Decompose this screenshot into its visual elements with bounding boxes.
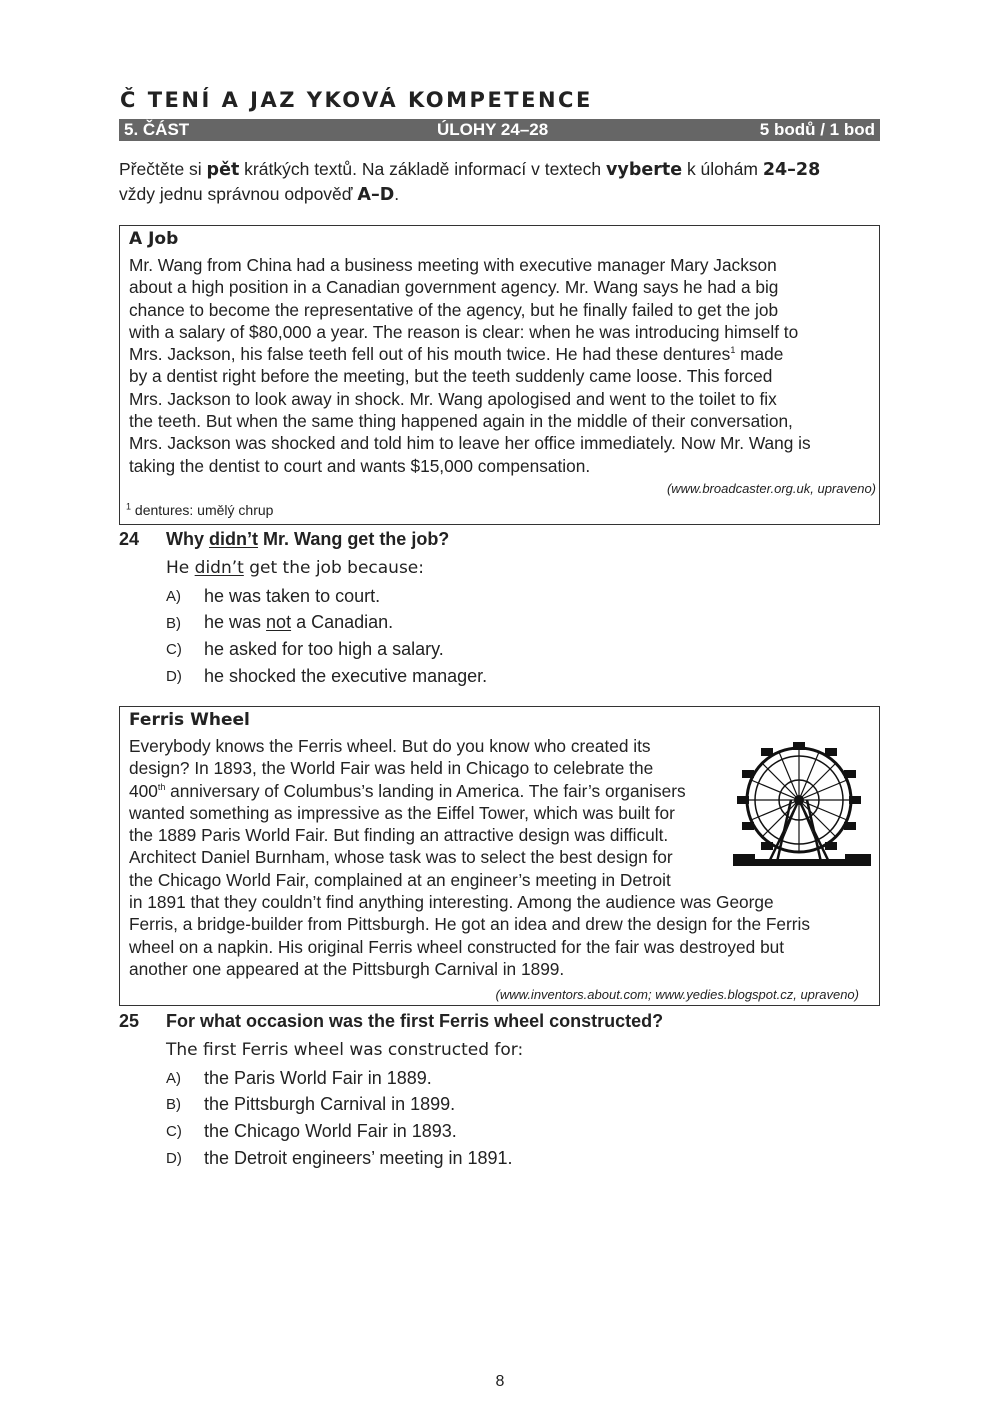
footnote-text: dentures: umělý chrup xyxy=(131,502,274,518)
instructions-bold: 24–28 xyxy=(762,160,821,180)
text-line: by a dentist right before the meeting, but the teeth suddenly came loose. This forced xyxy=(129,366,773,387)
text-line: Mr. Wang from China had a business meeting with executive manager Mary Jackson xyxy=(129,255,777,275)
question-fragment: Why xyxy=(166,529,209,549)
q25-option-a-letter[interactable]: A) xyxy=(166,1070,181,1087)
section-tasks-label: ÚLOHY 24–28 xyxy=(437,120,549,139)
question-24-text xyxy=(166,529,449,550)
q24-option-a-text[interactable]: he was taken to court. xyxy=(204,586,381,606)
text-line: wheel on a napkin. His original Ferris wheel constructed for the fair was destroyed but xyxy=(129,936,785,957)
section-part-label: 5. ČÁST xyxy=(124,120,190,139)
q24-option-b-letter[interactable]: B) xyxy=(166,615,181,632)
instructions-text: . xyxy=(394,184,400,204)
q25-option-a-text[interactable]: the Paris World Fair in 1889. xyxy=(204,1068,432,1088)
question-25-stem: The first Ferris wheel was constructed for: xyxy=(166,1040,524,1060)
text-line: another one appeared at the Pittsburgh Carnival in 1899. xyxy=(129,958,565,979)
text-line: with a salary of $80,000 a year. The reason is clear: when he was introducing himself to xyxy=(129,321,799,342)
stem-fragment: get the job because: xyxy=(243,558,424,578)
instructions-bold: vyberte xyxy=(606,160,683,180)
text-line: wanted something as impressive as the Eiffel Tower, which was built for xyxy=(129,802,675,823)
ferris-wheel-illustration-icon xyxy=(733,738,871,868)
instructions-bold: pět xyxy=(206,160,240,180)
text-fragment: Mrs. Jackson, his false teeth fell out of his mouth twice. He had these dentures xyxy=(129,344,731,365)
question-25-text: For what occasion was the first Ferris wheel constructed? xyxy=(166,1011,664,1031)
q24-option-c-text[interactable]: he asked for too high a salary. xyxy=(204,639,444,659)
q25-option-d-letter[interactable]: D) xyxy=(166,1150,182,1167)
text-line: the 1889 Paris World Fair. But finding an attractive design was difficult. xyxy=(129,825,669,846)
q24-option-d-letter[interactable]: D) xyxy=(166,668,182,685)
q24-option-a-letter[interactable]: A) xyxy=(166,588,181,605)
stem-underlined: didn’t xyxy=(194,558,244,578)
question-fragment: Mr. Wang get the job? xyxy=(257,529,450,549)
question-24-stem xyxy=(166,558,424,578)
q24-option-d-text[interactable]: he shocked the executive manager. xyxy=(204,666,488,686)
instructions-bold: A–D xyxy=(357,185,395,205)
text-line: Architect Daniel Burnham, whose task was to select the best design for xyxy=(129,847,673,868)
q24-option-c-letter[interactable]: C) xyxy=(166,641,182,658)
q24-option-b-text[interactable] xyxy=(204,612,393,633)
text-line: Mrs. Jackson to look away in shock. Mr. Wang apologised and went to the toilet to fix xyxy=(129,388,777,409)
q25-option-c-letter[interactable]: C) xyxy=(166,1123,182,1140)
section-bar xyxy=(119,119,880,141)
text-line: in 1891 that they couldn’t find anything interesting. Among the audience was George xyxy=(129,892,774,913)
footnote-marker: 1 xyxy=(730,345,736,356)
option-fragment: he was xyxy=(204,612,267,632)
stem-fragment: He xyxy=(166,558,195,578)
text-line: about a high position in a Canadian government agency. Mr. Wang says he had a big xyxy=(129,277,779,298)
page-number: 8 xyxy=(495,1373,505,1390)
footnote-marker: 1 xyxy=(126,501,132,512)
instructions-text: k úlohám xyxy=(682,159,763,179)
text-fragment: 400 xyxy=(129,780,158,801)
text-a-title: A Job xyxy=(129,229,179,249)
text-fragment: made xyxy=(735,344,784,365)
instructions-text: Přečtěte si xyxy=(119,159,207,179)
text-line: chance to become the representative of the agency, but he finally failed to get the job xyxy=(129,299,779,320)
text-line: taking the dentist to court and wants $15,000 compensation. xyxy=(129,455,591,476)
question-25-number: 25 xyxy=(119,1011,140,1031)
text-a-body xyxy=(129,254,811,477)
text-line xyxy=(129,780,810,802)
text-b-source: (www.inventors.about.com; www.yedies.blogspot.cz, upraveno) xyxy=(495,987,859,1002)
q25-option-c-text[interactable]: the Chicago World Fair in 1893. xyxy=(204,1121,457,1141)
text-b-title: Ferris Wheel xyxy=(129,710,250,730)
text-line: Mrs. Jackson was shocked and told him to leave her office immediately. Now Mr. Wang is xyxy=(129,433,811,454)
text-a-footnote xyxy=(126,502,273,518)
text-a-source: (www.broadcaster.org.uk, upraveno) xyxy=(666,481,876,496)
question-24-number: 24 xyxy=(119,529,140,549)
text-box-a-job xyxy=(119,225,880,525)
page-title: Č TENÍ A JAZ YKOVÁ KOMPETENCE xyxy=(120,88,593,112)
text-line: the Chicago World Fair, complained at an engineer’s meeting in Detroit xyxy=(129,869,671,890)
text-b-body xyxy=(129,735,810,980)
instructions-text: vždy jednu správnou odpověď xyxy=(119,184,358,204)
q25-option-d-text[interactable]: the Detroit engineers’ meeting in 1891. xyxy=(204,1148,513,1168)
q25-option-b-text[interactable]: the Pittsburgh Carnival in 1899. xyxy=(204,1094,456,1114)
q25-option-b-letter[interactable]: B) xyxy=(166,1096,181,1113)
text-line xyxy=(129,343,811,365)
text-line: Ferris, a bridge-builder from Pittsburgh. He got an idea and drew the design for the Ferris xyxy=(129,914,811,935)
option-fragment: a Canadian. xyxy=(291,612,394,632)
instructions-text: krátkých textů. Na základě informací v textech xyxy=(239,159,606,179)
text-line: design? In 1893, the World Fair was held in Chicago to celebrate the xyxy=(129,758,654,779)
option-underlined: not xyxy=(266,612,292,632)
text-line: Everybody knows the Ferris wheel. But do you know who created its xyxy=(129,736,651,756)
text-fragment: anniversary of Columbus’s landing in America. The fair’s organisers xyxy=(165,780,686,801)
section-points-label: 5 bodů / 1 bod xyxy=(759,120,875,139)
text-line: the teeth. But when the same thing happened again in the middle of their conversation, xyxy=(129,411,793,432)
instructions xyxy=(119,157,889,207)
question-underlined: didn’t xyxy=(209,529,258,549)
ordinal-suffix: th xyxy=(157,781,166,792)
